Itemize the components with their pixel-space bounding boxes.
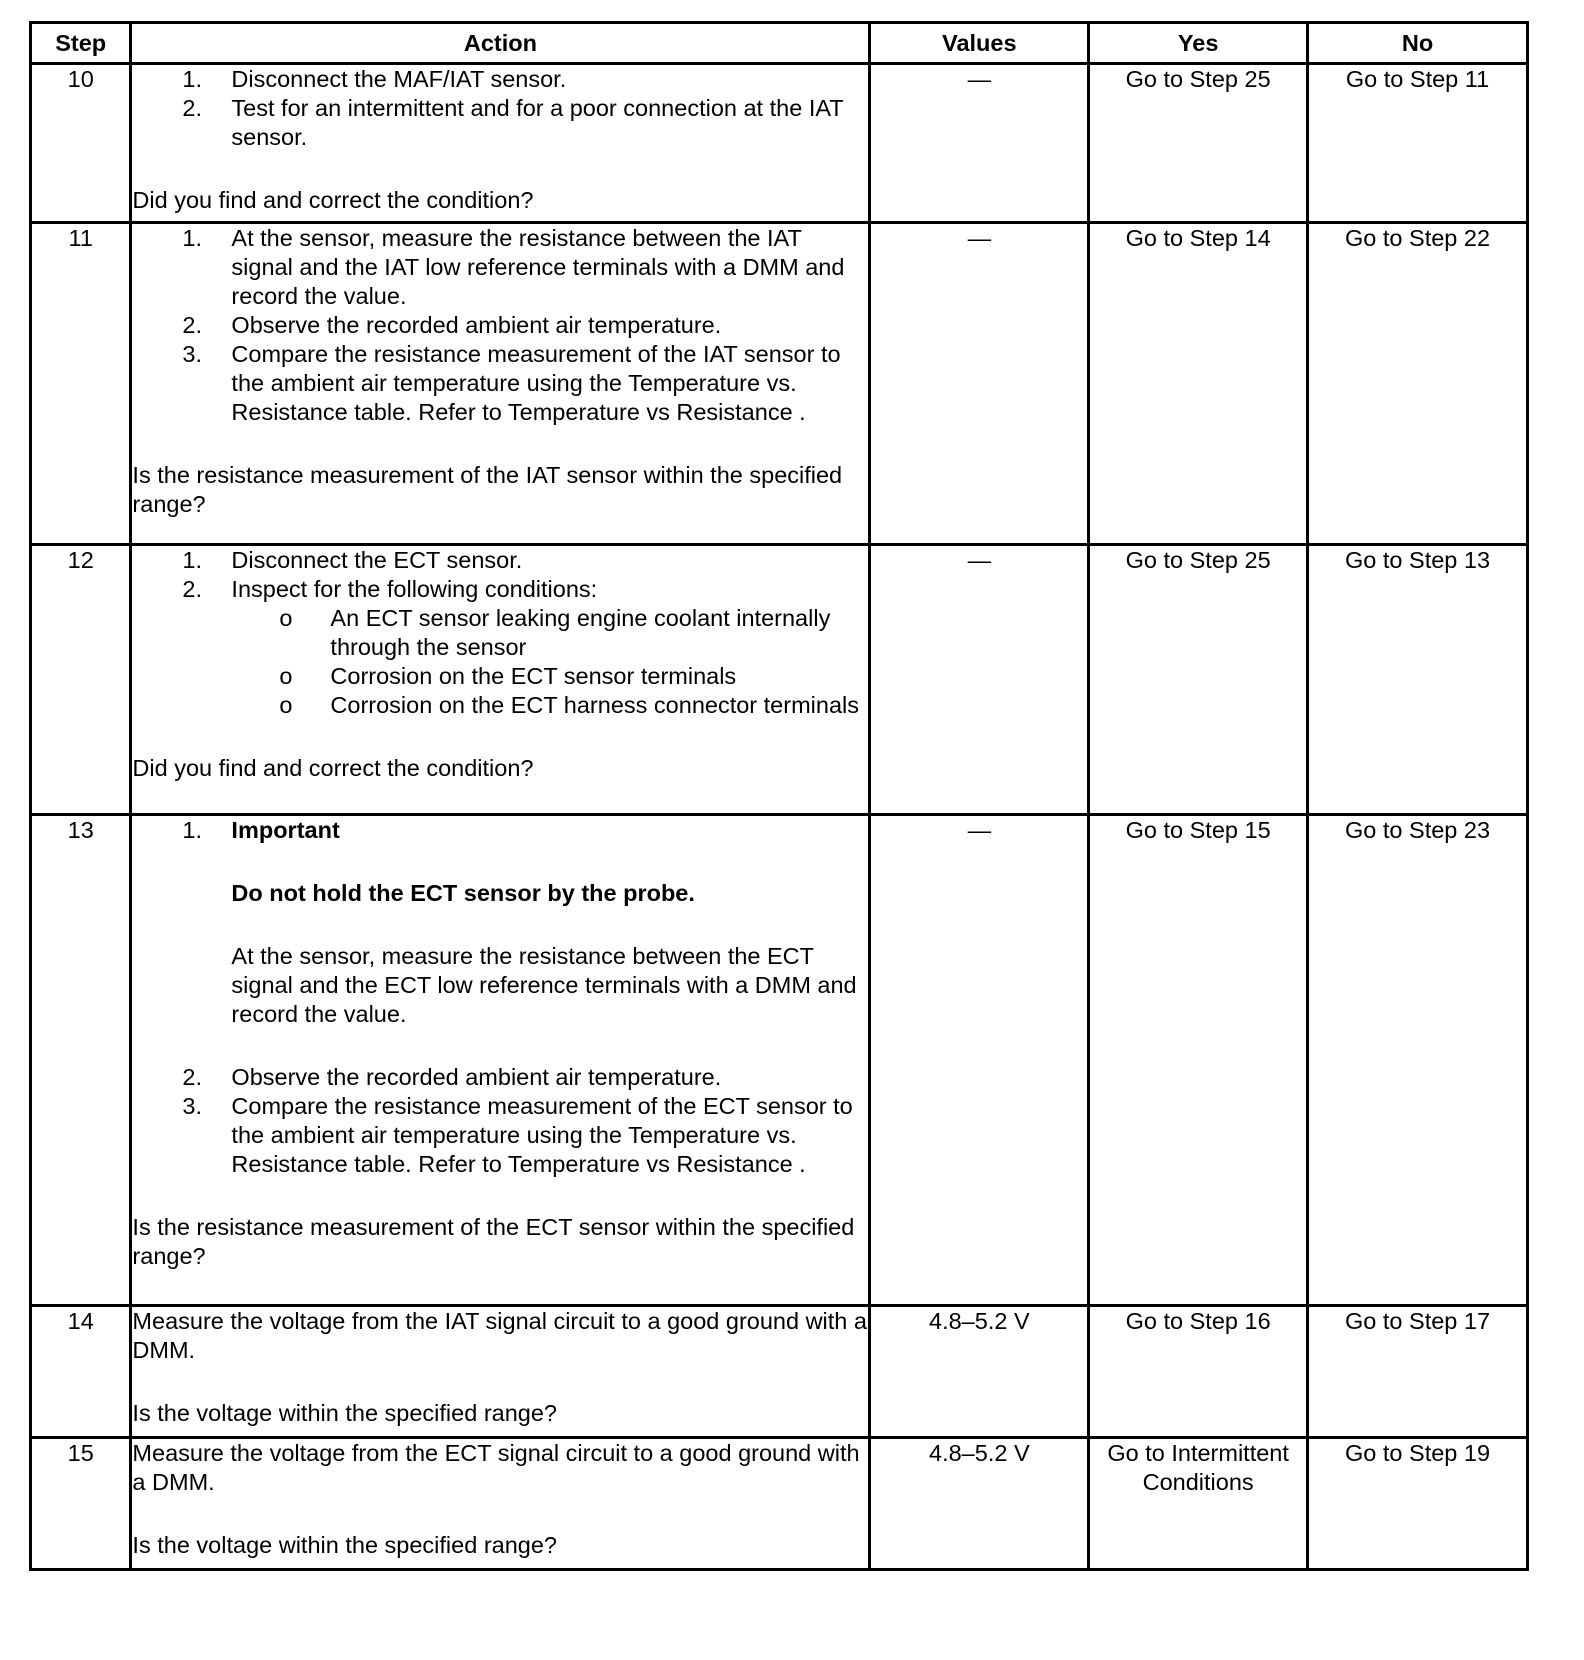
- table-row: [31, 223, 1528, 545]
- list-item: [132, 575, 868, 720]
- no-link[interactable]: Go to Step 11: [1308, 64, 1528, 223]
- list-item: [231, 662, 868, 691]
- question-text: Did you find and correct the condition?: [132, 187, 534, 213]
- header-yes: Yes: [1089, 23, 1308, 64]
- item-text: Observe the recorded ambient air temperature.: [231, 1064, 722, 1090]
- bullet-icon: o: [279, 605, 293, 631]
- action-steps: [132, 816, 868, 1179]
- item-text: Disconnect the ECT sensor.: [231, 547, 523, 573]
- item-number: 1.: [182, 66, 203, 92]
- item-text: Disconnect the MAF/IAT sensor.: [231, 66, 567, 92]
- item-text: Corrosion on the ECT harness connector terminals: [330, 692, 859, 718]
- action-steps: [132, 224, 868, 427]
- action-text: Measure the voltage from the IAT signal circuit to a good ground with a DMM.: [132, 1308, 867, 1363]
- yes-link[interactable]: Go to Intermittent Conditions: [1089, 1438, 1308, 1570]
- yes-link[interactable]: Go to Step 25: [1089, 545, 1308, 815]
- item-text: At the sensor, measure the resistance between the ECT signal and the ECT low reference terminals with a DMM and record the value.: [231, 943, 857, 1027]
- item-number: 2.: [182, 95, 203, 121]
- list-item: [132, 94, 868, 152]
- item-text: Corrosion on the ECT sensor terminals: [330, 663, 737, 689]
- values-cell: —: [870, 64, 1089, 223]
- item-text: Test for an intermittent and for a poor connection at the IAT sensor.: [231, 95, 844, 150]
- important-text: Do not hold the ECT sensor by the probe.: [231, 880, 695, 906]
- condition-list: [231, 604, 868, 720]
- list-item: [132, 224, 868, 311]
- header-step: Step: [31, 23, 131, 64]
- step-number: 12: [31, 545, 131, 815]
- header-values: Values: [870, 23, 1089, 64]
- important-title: Important: [231, 817, 340, 843]
- header-action: Action: [131, 23, 870, 64]
- action-steps: [132, 65, 868, 152]
- step-number: 10: [31, 64, 131, 223]
- item-text: Observe the recorded ambient air temperature.: [231, 312, 722, 338]
- item-number: 1.: [182, 547, 203, 573]
- list-item: [132, 1092, 868, 1179]
- yes-link[interactable]: Go to Step 15: [1089, 815, 1308, 1306]
- values-cell: —: [870, 223, 1089, 545]
- item-number: 1.: [182, 817, 203, 843]
- table-row: [31, 64, 1528, 223]
- header-no: No: [1308, 23, 1528, 64]
- values-cell: 4.8–5.2 V: [870, 1306, 1089, 1438]
- table-row: [31, 1306, 1528, 1438]
- item-text: At the sensor, measure the resistance between the IAT signal and the IAT low reference terminals with a DMM and record the value.: [231, 225, 845, 309]
- item-text: Compare the resistance measurement of the IAT sensor to the ambient air temperature using the Temperature vs. Resistance table. Refer to Temperature vs Resistance .: [231, 341, 841, 425]
- list-item: [132, 311, 868, 340]
- question-text: Is the resistance measurement of the ECT sensor within the specified range?: [132, 1214, 855, 1269]
- action-steps: [132, 546, 868, 720]
- question-text: Did you find and correct the condition?: [132, 755, 534, 781]
- list-item: [231, 604, 868, 662]
- question-text: Is the voltage within the specified range?: [132, 1532, 557, 1558]
- action-cell: [131, 1306, 870, 1438]
- action-cell: [131, 1438, 870, 1570]
- step-number: 14: [31, 1306, 131, 1438]
- step-number: 15: [31, 1438, 131, 1570]
- list-item: [132, 340, 868, 427]
- no-link[interactable]: Go to Step 13: [1308, 545, 1528, 815]
- step-number: 13: [31, 815, 131, 1306]
- list-item: [132, 546, 868, 575]
- yes-link[interactable]: Go to Step 14: [1089, 223, 1308, 545]
- item-number: 2.: [182, 1064, 203, 1090]
- values-cell: —: [870, 545, 1089, 815]
- action-cell: [131, 64, 870, 223]
- question-text: Is the voltage within the specified range?: [132, 1400, 557, 1426]
- action-text: Measure the voltage from the ECT signal circuit to a good ground with a DMM.: [132, 1440, 860, 1495]
- table-row: [31, 545, 1528, 815]
- item-number: 3.: [182, 341, 203, 367]
- no-link[interactable]: Go to Step 22: [1308, 223, 1528, 545]
- item-text: Compare the resistance measurement of the ECT sensor to the ambient air temperature using the Temperature vs. Resistance table. Refer to Temperature vs Resistance .: [231, 1093, 853, 1177]
- item-text: An ECT sensor leaking engine coolant internally through the sensor: [330, 605, 831, 660]
- step-number: 11: [31, 223, 131, 545]
- list-item: [231, 691, 868, 720]
- action-cell: [131, 545, 870, 815]
- diagnostic-table: [29, 21, 1529, 1571]
- no-link[interactable]: Go to Step 17: [1308, 1306, 1528, 1438]
- item-number: 1.: [182, 225, 203, 251]
- list-item: [132, 1063, 868, 1092]
- action-cell: [131, 815, 870, 1306]
- item-text: Inspect for the following conditions:: [231, 576, 598, 602]
- action-cell: [131, 223, 870, 545]
- values-cell: 4.8–5.2 V: [870, 1438, 1089, 1570]
- table-row: [31, 815, 1528, 1306]
- list-item: [132, 816, 868, 1029]
- yes-link[interactable]: Go to Step 25: [1089, 64, 1308, 223]
- question-text: Is the resistance measurement of the IAT sensor within the specified range?: [132, 462, 843, 517]
- item-number: 2.: [182, 576, 203, 602]
- bullet-icon: o: [279, 692, 293, 718]
- table-row: [31, 1438, 1528, 1570]
- values-cell: —: [870, 815, 1089, 1306]
- bullet-icon: o: [279, 663, 293, 689]
- item-number: 2.: [182, 312, 203, 338]
- no-link[interactable]: Go to Step 19: [1308, 1438, 1528, 1570]
- header-row: [31, 23, 1528, 64]
- yes-link[interactable]: Go to Step 16: [1089, 1306, 1308, 1438]
- no-link[interactable]: Go to Step 23: [1308, 815, 1528, 1306]
- list-item: [132, 65, 868, 94]
- item-number: 3.: [182, 1093, 203, 1119]
